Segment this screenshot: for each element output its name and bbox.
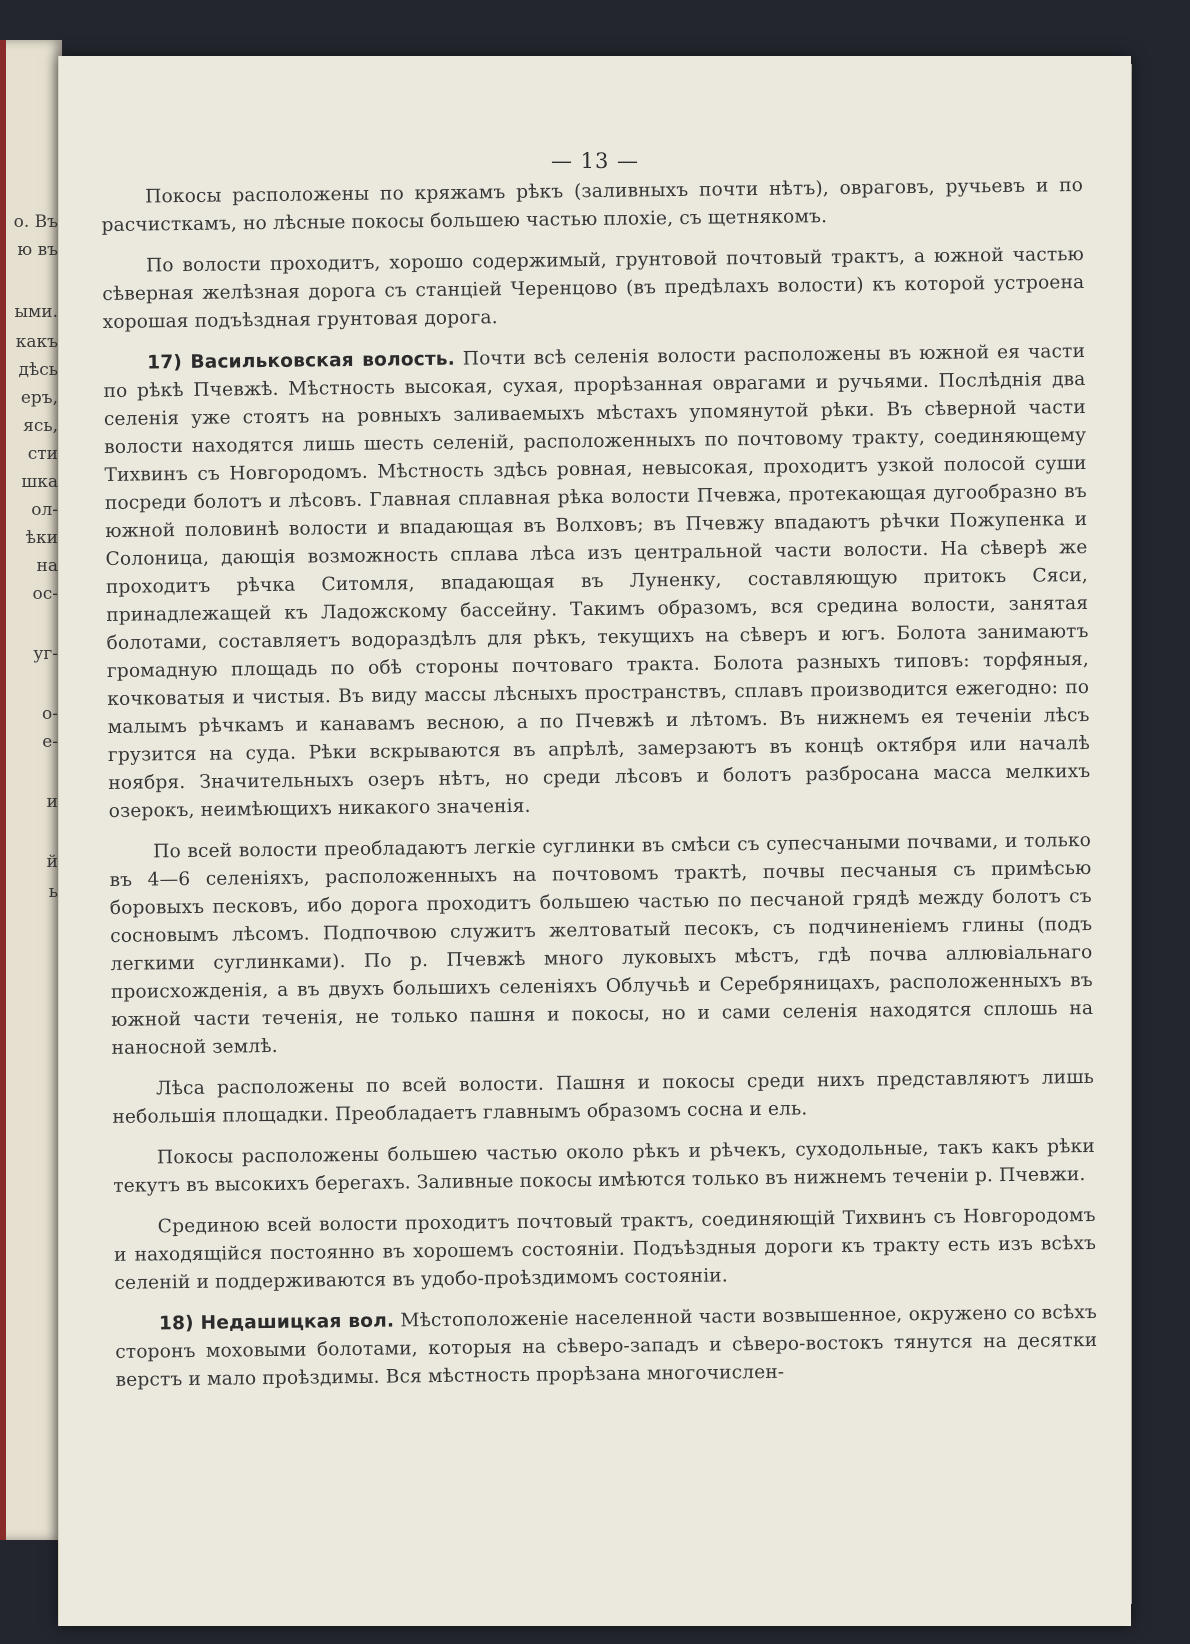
- facing-page-fragment: ол-: [31, 500, 58, 520]
- facing-page-fragment: сти: [27, 444, 58, 464]
- facing-page-fragment: ю въ: [17, 240, 58, 260]
- paragraph: [109, 827, 1094, 1063]
- paragraph-text: Срединою всей волости проходитъ почтовый трактъ, соединяющiй Тихвинъ съ Новгородомъ и находящiйся постоянно въ хорошемъ состоянiи. Подъѣздныя дороги къ тракту есть изъ всѣхъ селенiй и поддерживаются въ удобо-проѣздимомъ состоянiи.: [113, 1204, 1097, 1294]
- paragraph-text: Лѣса расположены по всей волости. Пашня и покосы среди нихъ представляютъ лишь небольшiя площадки. Преобладаетъ главнымъ образомъ сосна и ель.: [112, 1066, 1095, 1128]
- facing-page-fragment: о-: [42, 704, 58, 724]
- paragraph: [113, 1133, 1096, 1201]
- paragraph: [112, 1064, 1095, 1132]
- facing-page-fragment: какъ: [15, 332, 58, 352]
- paragraph-text: Мѣстоположенiе населенной части возвышенное, окружено со всѣхъ сторонъ моховыми болотами, которыя на сѣверо-западъ и сѣверо-востокъ тянутся на десятки верстъ и мало проѣздимы. Вся мѣстность прорѣзана многочислен-: [115, 1301, 1098, 1391]
- facing-page-fragment: еръ,: [20, 388, 58, 408]
- section-heading: 18) Недашицкая вол.: [158, 1310, 395, 1335]
- facing-page: [0, 40, 62, 1540]
- facing-page-fragment: шка: [21, 472, 58, 492]
- facing-page-fragment: е-: [42, 732, 58, 752]
- section-paragraph: [103, 338, 1091, 826]
- facing-page-fragment: ясь,: [23, 416, 58, 436]
- paragraph: [102, 241, 1085, 337]
- facing-page-fragment: дѣсь: [18, 360, 58, 380]
- paragraph-text: Покосы расположены большею частью около рѣкъ и рѣчекъ, суходольные, такъ какъ рѣки текутъ въ высокихъ берегахъ. Заливные покосы имѣются только въ нижнемъ теченiи р. Пчевжи.: [113, 1135, 1095, 1197]
- facing-page-fragment: на: [36, 556, 58, 576]
- binding-edge: [0, 40, 6, 1540]
- facing-page-fragment: и: [46, 792, 58, 812]
- facing-page-fragment: ос-: [32, 584, 58, 604]
- document-page: [58, 56, 1131, 1626]
- section-heading: 17) Васильковская волость.: [147, 348, 456, 374]
- facing-page-fragment: о. Въ: [13, 212, 58, 232]
- paragraph-text: По волости проходитъ, хорошо содержимый, грунтовой почтовый трактъ, а южной частью сѣверная желѣзная дорога съ станцiей Черенцово (въ предѣлахъ волости) къ которой устроена хорошая подъѣздная грунтовая дорога.: [102, 243, 1085, 333]
- body-text: [101, 172, 1098, 1408]
- paragraph: [114, 1202, 1097, 1298]
- page-number: — 13 —: [550, 149, 640, 173]
- facing-page-fragment: й: [46, 852, 58, 872]
- section-paragraph: [115, 1299, 1098, 1395]
- paragraph-text: Покосы расположены по кряжамъ рѣкъ (заливныхъ почти нѣтъ), овраговъ, ручьевъ и по расчисткамъ, но лѣсные покосы большею частью плохiе, съ щетнякомъ.: [101, 175, 1084, 236]
- paragraph-text: По всей волости преобладаютъ легкiе суглинки въ смѣси съ супесчаными почвами, и только въ 4—6 селенiяхъ, расположенныхъ на почтовомъ трактѣ, почвы песчаныя съ примѣсью боровыхъ песковъ, ибо дорога проходитъ большею частью по песчаной грядѣ между болотъ съ сосновымъ лѣсомъ. Подпочвою служитъ желтоватый песокъ, съ подчиненiемъ глины (подъ легкими суглинками). По р. Пчевжѣ много луковыхъ мѣстъ, гдѣ почва аллювiальнаго происхожденiя, а въ двухъ большихъ селенiяхъ Облучьѣ и Серебряницахъ, расположенныхъ въ южной части теченiя, не только пашня и покосы, но и сами селенiя находятся сплошь на наносной землѣ.: [109, 829, 1094, 1059]
- paragraph-text: Почти всѣ селенiя волости расположены въ южной ея части по рѣкѣ Пчевжѣ. Мѣстность высокая, сухая, прорѣзанная оврагами и ручьями. Послѣднiя два селенiя уже стоятъ на ровныхъ заливаемыхъ мѣстахъ упомянутой рѣки. Въ сѣверной части волости находятся лишь шесть селенiй, расположенныхъ по почтовому тракту, соединяющему Тихвинъ съ Новгородомъ. Мѣстность здѣсь ровная, невысокая, проходитъ узкой полосой суши посреди болотъ и лѣсовъ. Главная сплавная рѣка волости Пчевжа, протекающая дугообразно въ южной половинѣ волости и впадающая въ Волховъ; въ Пчевжу впадаютъ рѣчки Пожупенка и Солоница, дающiя возможность сплава лѣса изъ центральной части волости. На сѣверѣ же проходитъ рѣчка Ситомля, впадающая въ Луненку, составляющую притокъ Сяси, принадлежащей къ Ладожскому бассейну. Такимъ образомъ, вся средина волости, занятая болотами, составляетъ водораздѣлъ для рѣкъ, текущихъ на сѣверъ и югъ. Болота занимаютъ громадную площадь по обѣ стороны почтоваго тракта. Болота разныхъ типовъ: торфяныя, кочковатыя и чистыя. Въ виду массы лѣсныхъ пространствъ, сплавъ производится ежегодно: по малымъ рѣчкамъ и канавамъ весною, а по Пчевжѣ и лѣтомъ. Въ нижнемъ ея теченiи лѣсъ грузится на суда. Рѣки вскрываются въ апрѣлѣ, замерзаютъ въ концѣ октября или началѣ ноября. Значительныхъ озеръ нѣтъ, но среди лѣсовъ и болотъ разбросана масса мелкихъ озерокъ, неимѣющихъ никакого значенiя.: [103, 340, 1091, 822]
- facing-page-fragment: ѣки: [25, 528, 58, 548]
- facing-page-fragment: ыми.: [14, 302, 58, 322]
- paragraph: [101, 172, 1084, 240]
- facing-page-fragment: ь: [48, 882, 58, 902]
- facing-page-fragment: уг-: [33, 644, 58, 664]
